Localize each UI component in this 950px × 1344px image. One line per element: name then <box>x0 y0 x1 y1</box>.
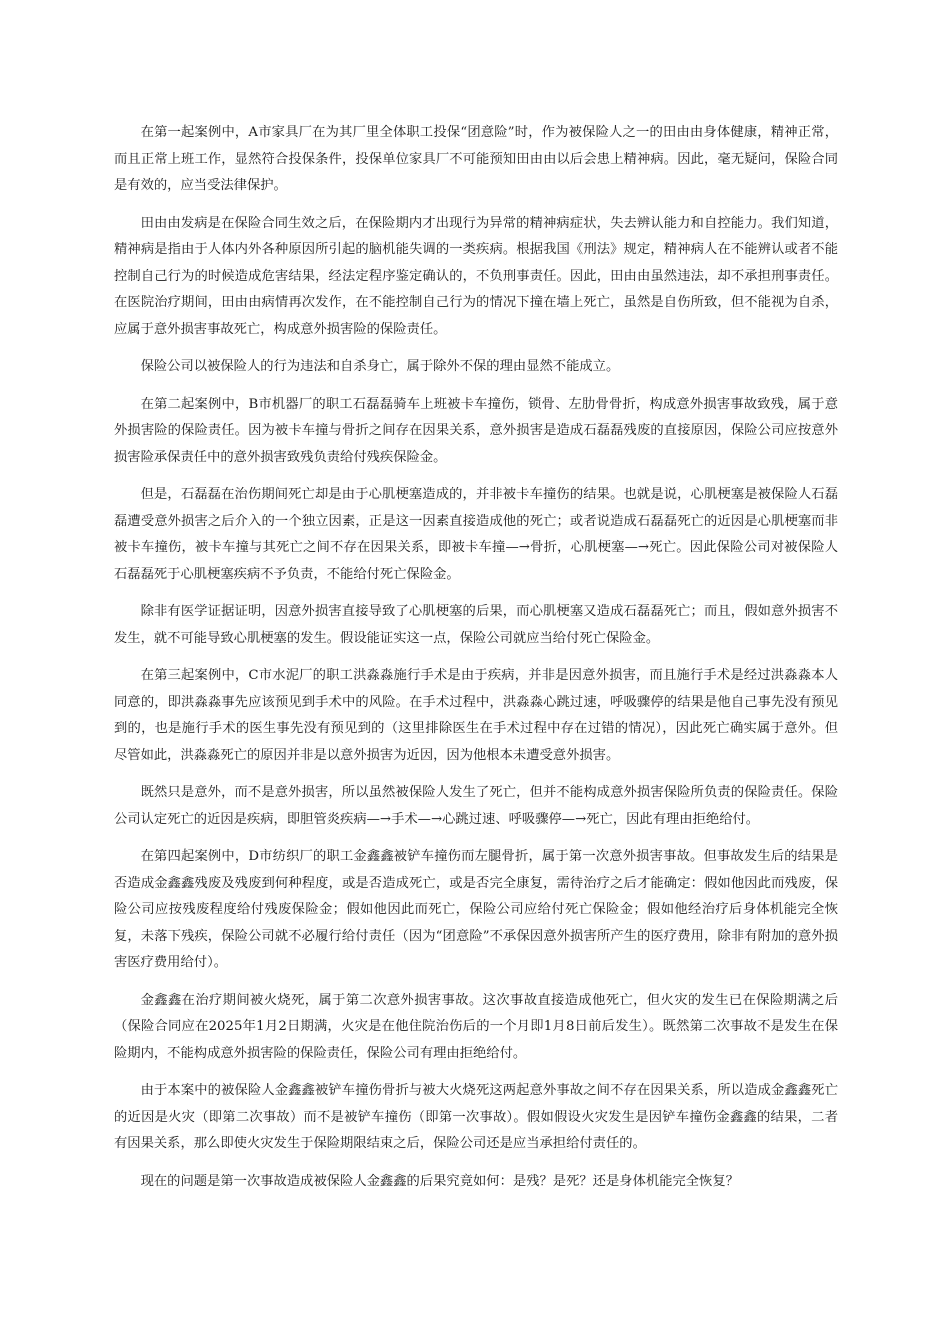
paragraph-case3-surgery: 在第三起案例中，C市水泥厂的职工洪淼淼施行手术是由于疾病，并非是因意外损害，而且施行手术是经过洪淼淼本人同意的，即洪淼淼事先应该预见到手术中的风险。在手术过程中，洪淼淼心跳过速，呼吸骤停的结果是他自己事先没有预见到的，也是施行手术的医生事先没有预见到的（这里排除医生在手术过程中存在过错的情况），因此死亡确实属于意外。但尽管如此，洪淼淼死亡的原因并非是以意外损害为近因，因为他根本未遭受意外损害。 <box>114 668 838 763</box>
paragraph-case4-causation: 由于本案中的被保险人金鑫鑫被铲车撞伤骨折与被大火烧死这两起意外事故之间不存在因果关系，所以造成金鑫鑫死亡的近因是火灾（即第二次事故）而不是被铲车撞伤（即第一次事故）。假如假设火灾发生是因铲车撞伤金鑫鑫的结果，二者有因果关系，那么即使火灾发生于保险期限结束之后，保险公司还是应当承担给付责任的。 <box>114 1083 838 1151</box>
paragraph-case1-mental-illness: 田由由发病是在保险合同生效之后，在保险期内才出现行为异常的精神病症状，失去辨认能力和自控能力。我们知道，精神病是指由于人体内外各种原因所引起的脑机能失调的一类疾病。根据我国《刑法》规定，精神病人在不能辨认或者不能控制自己行为的时候造成危害结果，经法定程序鉴定确认的，不负刑事责任。因此，田由由虽然违法，却不承担刑事责任。在医院治疗期间，田由由病情再次发作，在不能控制自己行为的情况下撞在墙上死亡，虽然是自伤所致，但不能视为自杀，应属于意外损害事故死亡，构成意外损害险的保险责任。 <box>114 215 838 337</box>
paragraph-case2-heart-attack: 但是，石磊磊在治伤期间死亡却是由于心肌梗塞造成的，并非被卡车撞伤的结果。也就是说，心肌梗塞是被保险人石磊磊遭受意外损害之后介入的一个独立因素，正是这一因素直接造成他的死亡；或者说造成石磊磊死亡的近因是心肌梗塞而非被卡车撞伤，被卡车撞与其死亡之间不存在因果关系，即被卡车撞—→骨折，心肌梗塞—→死亡。因此保险公司对被保险人石磊磊死于心肌梗塞疾病不予负责，不能给付死亡保险金。 <box>114 487 838 582</box>
paragraph-case1-conclusion: 保险公司以被保险人的行为违法和自杀身亡，属于除外不保的理由显然不能成立。 <box>140 359 620 374</box>
document-body <box>114 120 838 1206</box>
paragraph-case2-exception: 除非有医学证据证明，因意外损害直接导致了心肌梗塞的后果，而心肌梗塞又造成石磊磊死亡；而且，假如意外损害不发生，就不可能导致心肌梗塞的发生。假设能证实这一点，保险公司就应当给付死亡保险金。 <box>114 604 838 646</box>
paragraph-case4-fire: 金鑫鑫在治疗期间被火烧死，属于第二次意外损害事故。这次事故直接造成他死亡，但火灾的发生已在保险期满之后（保险合同应在2025年1月2日期满，火灾是在他住院治伤后的一个月即1月8日前后发生）。既然第二次事故不是发生在保险期内，不能构成意外损害险的保险责任，保险公司有理由拒绝给付。 <box>114 992 838 1061</box>
paragraph-case4-first-accident: 在第四起案例中，D市纺织厂的职工金鑫鑫被铲车撞伤而左腿骨折，属于第一次意外损害事故。但事故发生后的结果是否造成金鑫鑫残废及残废到何种程度，或是否造成死亡，或是否完全康复，需待治疗之后才能确定：假如他因此而残废，保险公司应按残废程度给付残废保险金；假如他因此而死亡，保险公司应给付死亡保险金；假如他经治疗后身体机能完全恢复，未落下残疾，保险公司就不必履行给付责任（因为“团意险”不承保因意外损害所产生的医疗费用，除非有附加的意外损害医疗费用给付）。 <box>114 849 838 970</box>
paragraph-case3-conclusion: 既然只是意外，而不是意外损害，所以虽然被保险人发生了死亡，但并不能构成意外损害保险所负责的保险责任。保险公司认定死亡的近因是疾病，即胆管炎疾病—→手术—→心跳过速、呼吸骤停—→死亡，因此有理由拒绝给付。 <box>114 785 838 827</box>
paragraph-case1-validity: 在第一起案例中，A市家具厂在为其厂里全体职工投保“团意险”时，作为被保险人之一的田由由身体健康，精神正常，而且正常上班工作，显然符合投保条件，投保单位家具厂不可能预知田由由以后会患上精神病。因此，毫无疑问，保险合同是有效的，应当受法律保护。 <box>114 125 838 193</box>
paragraph-case2-injury: 在第二起案例中，B市机器厂的职工石磊磊骑车上班被卡车撞伤，锁骨、左肋骨骨折，构成意外损害事故致残，属于意外损害险的保险责任。因为被卡车撞与骨折之间存在因果关系，意外损害是造成石磊磊残废的直接原因，保险公司应按意外损害险承保责任中的意外损害致残负责给付残疾保险金。 <box>114 396 838 465</box>
paragraph-case4-question: 现在的问题是第一次事故造成被保险人金鑫鑫的后果究竟如何：是残？是死？还是身体机能完全恢复？ <box>140 1173 739 1189</box>
